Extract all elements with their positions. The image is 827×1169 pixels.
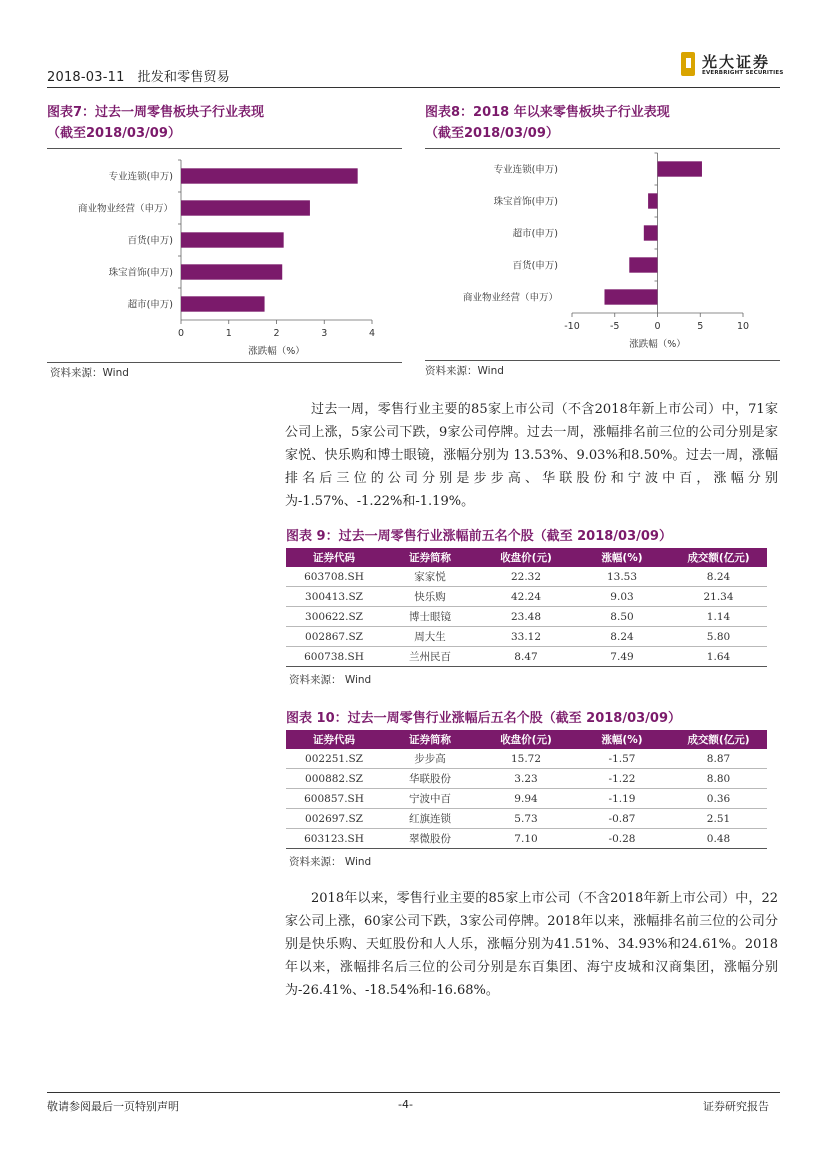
figure7-bottom-rule xyxy=(47,362,402,363)
table-row xyxy=(286,749,767,769)
table-cell: 33.12 xyxy=(478,627,574,647)
report-date: 2018-03-11 xyxy=(47,70,125,85)
bar xyxy=(604,289,657,304)
table-cell: 博士眼镜 xyxy=(382,607,478,627)
table-cell: 002697.SZ xyxy=(286,809,382,829)
table-cell: 2.51 xyxy=(670,809,767,829)
x-tick-label: 5 xyxy=(697,321,704,332)
category-label: 专业连锁(申万) xyxy=(108,171,173,183)
table9-source: 资料来源： Wind xyxy=(289,674,372,686)
table-cell: 1.64 xyxy=(670,647,767,667)
table10-bottom-losers xyxy=(286,730,767,849)
figure7-chart xyxy=(47,150,402,360)
table-cell: 华联股份 xyxy=(382,769,478,789)
bar xyxy=(181,200,310,215)
table-cell: 600857.SH xyxy=(286,789,382,809)
bar xyxy=(181,296,265,311)
table-cell: -1.57 xyxy=(574,749,670,769)
figure7-title-line1: 图表7：过去一周零售板块子行业表现 xyxy=(47,105,265,120)
figure7-title xyxy=(47,102,264,144)
table-cell: 7.10 xyxy=(478,829,574,849)
bar xyxy=(181,232,284,247)
table9-header-row xyxy=(286,548,767,567)
category-label: 珠宝首饰(申万) xyxy=(493,196,558,208)
table-cell: 步步高 xyxy=(382,749,478,769)
table-cell: 家家悦 xyxy=(382,567,478,587)
footer-divider xyxy=(47,1092,780,1093)
paragraph-ytd-summary: 2018年以来，零售行业主要的85家上市公司（不含2018年新上市公司）中，22家公司上涨，60家公司下跌，3家公司停牌。2018年以来，涨幅排名前三位的公司分别是快乐购、天虹股份和人人乐，涨幅分别为41.51%、34.93%和24.61%。2018年以来，涨幅排名后三位的公司分别是东百集团、海宁皮城和汉商集团，涨幅分别为-26.41%、-18.54%和-16.68%。 xyxy=(285,891,778,998)
table-cell: 000882.SZ xyxy=(286,769,382,789)
x-tick-label: 0 xyxy=(654,321,661,332)
figure7-source: 资料来源：Wind xyxy=(50,367,129,379)
table-cell: 22.32 xyxy=(478,567,574,587)
table-cell: 7.49 xyxy=(574,647,670,667)
table-cell: 兰州民百 xyxy=(382,647,478,667)
x-tick-label: 2 xyxy=(273,328,280,339)
table10-source: 资料来源： Wind xyxy=(289,856,372,868)
table-cell: 13.53 xyxy=(574,567,670,587)
table-row xyxy=(286,627,767,647)
bar xyxy=(644,225,658,240)
x-tick-label: 0 xyxy=(177,328,185,339)
logo-name: 光大证券 xyxy=(702,53,771,71)
table-cell: 23.48 xyxy=(478,607,574,627)
table10-header-code: 证券代码 xyxy=(286,730,382,749)
paragraph-weekly-summary: 过去一周，零售行业主要的85家上市公司（不含2018年新上市公司）中，71家公司上涨，5家公司下跌，9家公司停牌。过去一周，涨幅排名前三位的公司分别是家家悦、快乐购和博士眼镜，涨幅分别为 13.53%、9.03%和8.50%。过去一周，涨幅排名后三位的公司分别是步步高、华联股份和宁波中百，涨幅分别为-1.57%、-1.22%和-1.19%。 xyxy=(285,402,778,509)
table-cell: -0.87 xyxy=(574,809,670,829)
table-cell: -0.28 xyxy=(574,829,670,849)
table-cell: 翠微股份 xyxy=(382,829,478,849)
figure8-chart xyxy=(425,150,780,360)
footer-disclaimer: 敬请参阅最后一页特别声明 xyxy=(47,1100,179,1113)
x-tick-label: 3 xyxy=(321,328,328,339)
x-tick-label: -5 xyxy=(610,321,620,332)
table-cell: 603708.SH xyxy=(286,567,382,587)
table-cell: 8.24 xyxy=(574,627,670,647)
table-cell: 快乐购 xyxy=(382,587,478,607)
table10-header-change: 涨幅(%) xyxy=(574,730,670,749)
category-label: 超市(申万) xyxy=(512,228,558,240)
table-cell: -1.22 xyxy=(574,769,670,789)
table-row xyxy=(286,809,767,829)
table-cell: 5.73 xyxy=(478,809,574,829)
header-divider xyxy=(47,87,780,88)
table9-header-name: 证券简称 xyxy=(382,548,478,567)
bar xyxy=(658,161,702,176)
figure8-title-line2: （截至2018/03/09） xyxy=(425,126,559,141)
table-cell: -1.19 xyxy=(574,789,670,809)
category-label: 百货(申万) xyxy=(127,235,173,247)
table-row xyxy=(286,567,767,587)
figure8-top-rule xyxy=(425,148,780,149)
figure7-top-rule xyxy=(47,148,402,149)
footer-report-type: 证券研究报告 xyxy=(703,1100,769,1113)
bar xyxy=(181,168,358,183)
table9-header-change: 涨幅(%) xyxy=(574,548,670,567)
table-cell: 红旗连锁 xyxy=(382,809,478,829)
table-row xyxy=(286,607,767,627)
table-cell: 42.24 xyxy=(478,587,574,607)
table-cell: 宁波中百 xyxy=(382,789,478,809)
table-cell: 300622.SZ xyxy=(286,607,382,627)
table10-header-row xyxy=(286,730,767,749)
table-row xyxy=(286,829,767,849)
bar xyxy=(181,264,282,279)
table9-header-code: 证券代码 xyxy=(286,548,382,567)
logo-english-name: EVERBRIGHT SECURITIES xyxy=(702,70,784,76)
figure8-source: 资料来源：Wind xyxy=(425,365,504,377)
table10-header-close: 收盘价(元) xyxy=(478,730,574,749)
table-row xyxy=(286,587,767,607)
table9-header-close: 收盘价(元) xyxy=(478,548,574,567)
category-label: 专业连锁(申万) xyxy=(493,164,558,176)
x-axis-label: 涨跌幅（%） xyxy=(629,339,686,350)
x-tick-label: 4 xyxy=(368,328,376,339)
page-number: -4- xyxy=(398,1098,413,1111)
table-cell: 600738.SH xyxy=(286,647,382,667)
table-cell: 8.47 xyxy=(478,647,574,667)
category-label: 百货(申万) xyxy=(512,260,558,272)
table-cell: 9.94 xyxy=(478,789,574,809)
table-cell: 0.48 xyxy=(670,829,767,849)
category-label: 商业物业经营（申万） xyxy=(77,203,173,215)
table9-top-gainers xyxy=(286,548,767,667)
bar xyxy=(648,193,657,208)
category-label: 商业物业经营（申万） xyxy=(462,292,558,304)
figure8-title xyxy=(425,102,670,144)
figure7-title-line2: （截至2018/03/09） xyxy=(47,126,181,141)
table-cell: 1.14 xyxy=(670,607,767,627)
table-cell: 603123.SH xyxy=(286,829,382,849)
table-cell: 周大生 xyxy=(382,627,478,647)
table-cell: 300413.SZ xyxy=(286,587,382,607)
table-cell: 0.36 xyxy=(670,789,767,809)
report-industry: 批发和零售贸易 xyxy=(137,70,230,85)
x-tick-label: 10 xyxy=(736,321,750,332)
logo-mark-icon xyxy=(681,52,695,76)
table-cell: 3.23 xyxy=(478,769,574,789)
table-cell: 8.24 xyxy=(670,567,767,587)
table-row xyxy=(286,789,767,809)
table-row xyxy=(286,769,767,789)
table-cell: 8.50 xyxy=(574,607,670,627)
table-cell: 002251.SZ xyxy=(286,749,382,769)
category-label: 超市(申万) xyxy=(127,299,173,311)
x-tick-label: 1 xyxy=(225,328,232,339)
table-cell: 5.80 xyxy=(670,627,767,647)
table-cell: 002867.SZ xyxy=(286,627,382,647)
table-row xyxy=(286,647,767,667)
table-cell: 9.03 xyxy=(574,587,670,607)
table-cell: 21.34 xyxy=(670,587,767,607)
table9-title: 图表 9：过去一周零售行业涨幅前五名个股（截至 2018/03/09） xyxy=(286,529,672,544)
table10-header-name: 证券简称 xyxy=(382,730,478,749)
report-header xyxy=(47,66,230,85)
table10-header-turnover: 成交额(亿元) xyxy=(670,730,767,749)
table9-header-turnover: 成交额(亿元) xyxy=(670,548,767,567)
company-logo xyxy=(681,50,785,80)
table-cell: 15.72 xyxy=(478,749,574,769)
table10-title: 图表 10：过去一周零售行业涨幅后五名个股（截至 2018/03/09） xyxy=(286,711,682,726)
x-axis-label: 涨跌幅（%） xyxy=(248,346,305,357)
category-label: 珠宝首饰(申万) xyxy=(108,267,173,279)
figure8-bottom-rule xyxy=(425,360,780,361)
figure8-title-line1: 图表8：2018 年以来零售板块子行业表现 xyxy=(425,105,670,120)
table-cell: 8.80 xyxy=(670,769,767,789)
x-tick-label: -10 xyxy=(564,321,580,332)
bar xyxy=(629,257,657,272)
table-cell: 8.87 xyxy=(670,749,767,769)
